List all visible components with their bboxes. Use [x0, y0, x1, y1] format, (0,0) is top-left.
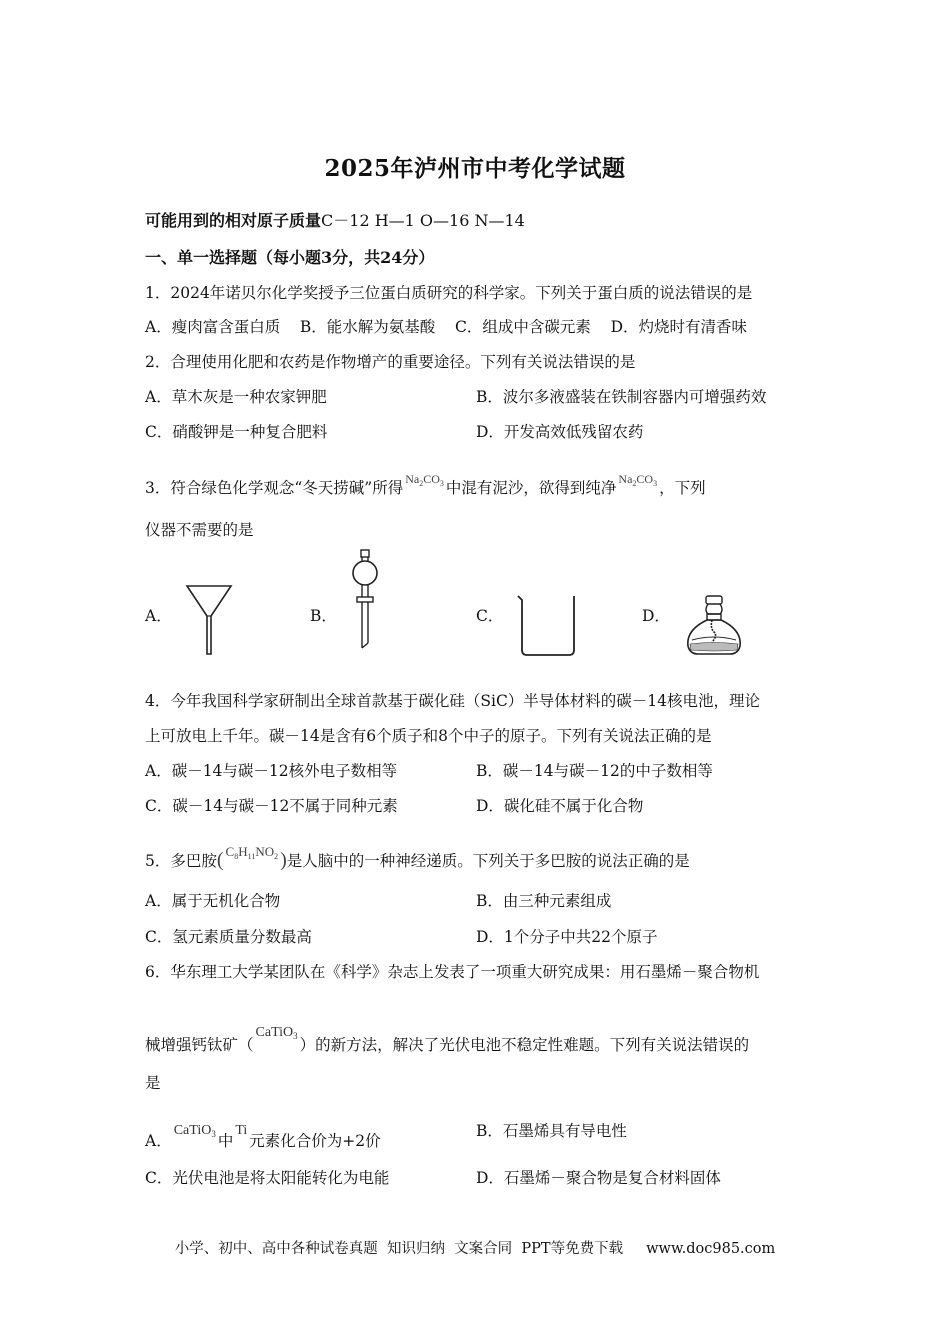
- q4-option-c: C．碳－14与碳－12不属于同种元素: [145, 797, 398, 815]
- q6-stem-text-a: 械增强钙钛矿（: [145, 1036, 254, 1054]
- footer-ad: 小学、初中、高中各种试卷真题 知识归纳 文案合同 PPT等免费下载 www.doc985.com: [174, 1241, 776, 1257]
- q6-stem-line1: 6．华东理工大学某团队在《科学》杂志上发表了一项重大研究成果：用石墨烯－聚合物机: [145, 963, 760, 981]
- q3-stem-line2: 仪器不需要的是: [145, 521, 254, 539]
- q3-stem-text-c: ，下列: [659, 479, 706, 497]
- q5-option-a: A．属于无机化合物: [145, 892, 281, 910]
- q4-stem-line1: 4．今年我国科学家研制出全球首款基于碳化硅（SiC）半导体材料的碳－14核电池，理论: [145, 692, 761, 710]
- q3-stem: [145, 468, 706, 499]
- q4-stem-line2: 上可放电上千年。碳－14是含有6个质子和8个中子的原子。下列有关说法正确的是: [145, 727, 712, 745]
- q2-stem: 2．合理使用化肥和农药是作物增产的重要途径。下列有关说法错误的是: [145, 353, 636, 371]
- atomic-mass-line: [145, 208, 525, 231]
- q5-stem-text-b: 是人脑中的一种神经递质。下列关于多巴胺的说法正确的是: [286, 852, 690, 870]
- q6-option-a-formula: CaTiO$_3$: [173, 1123, 216, 1139]
- separatory-funnel-icon: [345, 548, 385, 658]
- page-title: 2025年泸州市中考化学试题: [324, 155, 626, 182]
- q2-option-c: C．硝酸钾是一种复合肥料: [145, 423, 328, 441]
- alcohol-lamp-icon: [684, 594, 744, 658]
- q3-option-a-label: A．: [145, 607, 172, 625]
- atomic-mass-label: 可能用到的相对原子质量: [145, 211, 322, 230]
- funnel-icon: [183, 582, 235, 658]
- q6-option-d: D．石墨烯－聚合物是复合材料固体: [476, 1169, 721, 1187]
- q6-option-a: A．CaTiO$_3$ 中Ti元素化合价为+2价: [145, 1123, 381, 1150]
- q2-option-d: D．开发高效低残留农药: [476, 423, 644, 441]
- q6-option-a-ti: Ti: [235, 1123, 248, 1138]
- q5-formula: C8H11NO2: [225, 844, 279, 861]
- q6-stem-line3: 是: [145, 1074, 161, 1092]
- q5-option-b: B．由三种元素组成: [476, 892, 612, 910]
- q4-option-b: B．碳－14与碳－12的中子数相等: [476, 762, 713, 780]
- q3-formula-2: Na2CO3: [618, 472, 658, 488]
- q3-stem-text-b: 中混有泥沙，欲得到纯净: [445, 479, 617, 497]
- q5-option-d: D．1个分子中共22个原子: [476, 928, 658, 946]
- q1-options: A．瘦肉富含蛋白质 B．能水解为氨基酸 C．组成中含碳元素 D．灼烧时有清香味: [145, 318, 747, 336]
- q5-option-c: C．氢元素质量分数最高: [145, 928, 312, 946]
- q2-option-b: B．波尔多液盛装在铁制容器内可增强药效: [476, 388, 767, 406]
- q5-stem: 5．多巴胺( $^{C_8H_{11}NO_2}$ )是人脑中的一种神经递质。下列关于多巴胺的说法正确的是: [145, 844, 690, 871]
- q5-stem-text-a: 5．多巴胺: [145, 852, 217, 870]
- q6-stem-line2: [145, 1022, 749, 1056]
- q3-formula-1: Na2CO3: [405, 472, 444, 488]
- q3-option-b-label: B．: [310, 607, 337, 625]
- q1-stem: 1．2024年诺贝尔化学奖授予三位蛋白质研究的科学家。下列关于蛋白质的说法错误的是: [145, 284, 753, 302]
- q4-option-d: D．碳化硅不属于化合物: [476, 797, 644, 815]
- beaker-icon: [514, 592, 582, 658]
- q3-stem-text-a: 3．符合绿色化学观念“冬天捞碱”所得: [145, 479, 404, 497]
- q3-option-c-label: C．: [476, 607, 504, 625]
- q6-option-c: C．光伏电池是将太阳能转化为电能: [145, 1169, 390, 1187]
- q3-option-d-label: D．: [642, 607, 670, 625]
- atomic-mass-values: C－12 H—1 O—16 N—14: [321, 211, 525, 230]
- section-heading: 一、单一选择题（每小题3分，共24分）: [145, 248, 435, 267]
- q6-option-b: B．石墨烯具有导电性: [476, 1122, 627, 1140]
- q6-stem-text-b: ）的新方法，解决了光伏电池不稳定性难题。下列有关说法错误的: [299, 1036, 750, 1054]
- q6-formula: CaTiO$_3$: [255, 1025, 298, 1041]
- q4-option-a: A．碳－14与碳－12核外电子数相等: [145, 762, 398, 780]
- q2-option-a: A．草木灰是一种农家钾肥: [145, 388, 327, 406]
